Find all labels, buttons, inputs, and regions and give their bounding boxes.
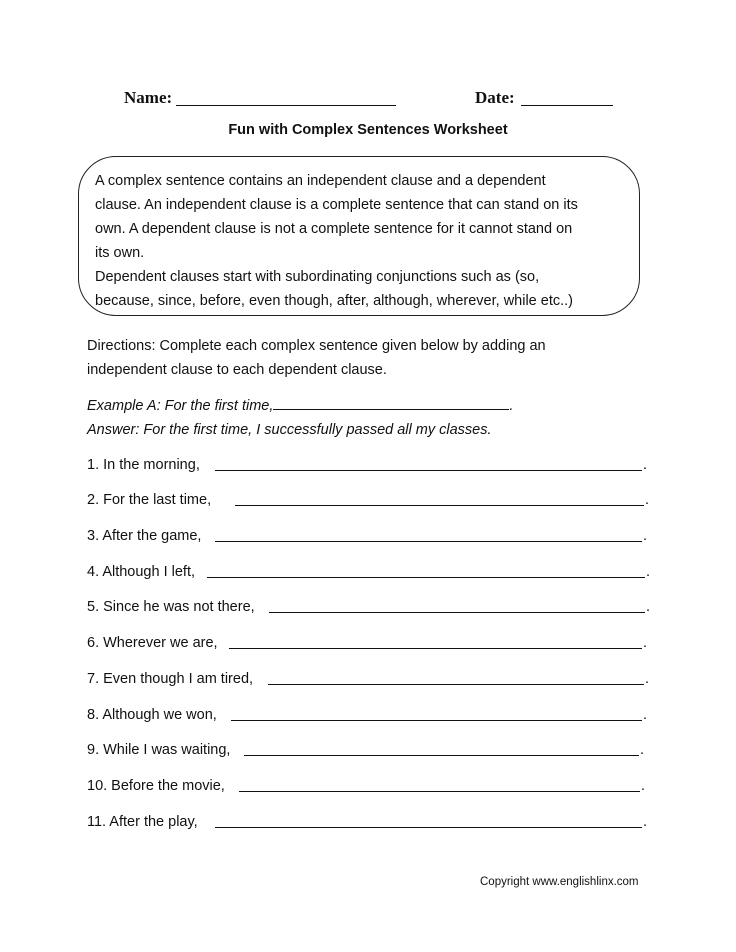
question-prompt: 10. Before the movie, [87, 778, 225, 794]
date-blank[interactable] [521, 105, 613, 106]
question-row [87, 560, 657, 584]
question-row [87, 703, 657, 727]
answer-period: . [640, 742, 645, 758]
definition-line: because, since, before, even though, after, although, wherever, while etc..) [95, 293, 573, 309]
answer-period: . [643, 635, 648, 651]
answer-blank[interactable] [229, 648, 642, 649]
answer-blank[interactable] [239, 791, 640, 792]
answer-blank[interactable] [215, 470, 642, 471]
question-prompt: 6. Wherever we are, [87, 635, 218, 651]
question-prompt: 11. After the play, [87, 814, 198, 830]
directions-line: Directions: Complete each complex sentence given below by adding an [87, 338, 546, 354]
worksheet-title: Fun with Complex Sentences Worksheet [228, 122, 508, 138]
answer-blank[interactable] [244, 755, 639, 756]
question-row [87, 810, 657, 834]
answer-period: . [641, 778, 646, 794]
definition-line: own. A dependent clause is not a complete sentence for it cannot stand on [95, 221, 573, 237]
answer-blank[interactable] [235, 505, 644, 506]
answer-period: . [643, 528, 648, 544]
question-row [87, 524, 657, 548]
definition-line: A complex sentence contains an independent clause and a dependent [95, 173, 546, 189]
answer-period: . [643, 814, 648, 830]
answer-blank[interactable] [215, 541, 642, 542]
question-row [87, 774, 657, 798]
question-prompt: 3. After the game, [87, 528, 202, 544]
definition-line: Dependent clauses start with subordinating conjunctions such as (so, [95, 269, 540, 285]
answer-period: . [645, 492, 650, 508]
answer-period: . [646, 564, 651, 580]
answer-blank[interactable] [215, 827, 642, 828]
answer-blank[interactable] [269, 612, 645, 613]
question-row [87, 453, 657, 477]
question-prompt: 7. Even though I am tired, [87, 671, 254, 687]
question-prompt: 4. Although I left, [87, 564, 196, 580]
question-row [87, 738, 657, 762]
answer-period: . [645, 671, 650, 687]
example-prompt: Example A: For the first time, [87, 398, 274, 414]
question-prompt: 2. For the last time, [87, 492, 212, 508]
definition-line: clause. An independent clause is a complete sentence that can stand on its [95, 197, 578, 213]
answer-blank[interactable] [231, 720, 642, 721]
name-label: Name: [124, 88, 173, 107]
question-row [87, 595, 657, 619]
copyright-text: Copyright www.englishlinx.com [480, 876, 639, 888]
definition-box [78, 156, 640, 316]
answer-period: . [643, 707, 648, 723]
question-row [87, 631, 657, 655]
question-row [87, 488, 657, 512]
header-row [0, 88, 736, 110]
answer-period: . [643, 457, 648, 473]
question-prompt: 9. While I was waiting, [87, 742, 231, 758]
example-block [87, 394, 647, 442]
question-prompt: 8. Although we won, [87, 707, 217, 723]
example-prompt-line [87, 394, 647, 418]
question-prompt: 1. In the morning, [87, 457, 200, 473]
directions-line: independent clause to each dependent clause. [87, 362, 387, 378]
answer-period: . [646, 599, 651, 615]
definition-line: its own. [95, 245, 145, 261]
question-row [87, 667, 657, 691]
name-blank[interactable] [176, 105, 396, 106]
answer-blank[interactable] [268, 684, 644, 685]
answer-blank[interactable] [207, 577, 645, 578]
date-label: Date: [475, 88, 515, 107]
example-period: . [509, 398, 514, 414]
question-prompt: 5. Since he was not there, [87, 599, 255, 615]
example-answer: Answer: For the first time, I successfully passed all my classes. [87, 422, 492, 438]
directions [87, 334, 647, 382]
example-blank [273, 395, 509, 410]
